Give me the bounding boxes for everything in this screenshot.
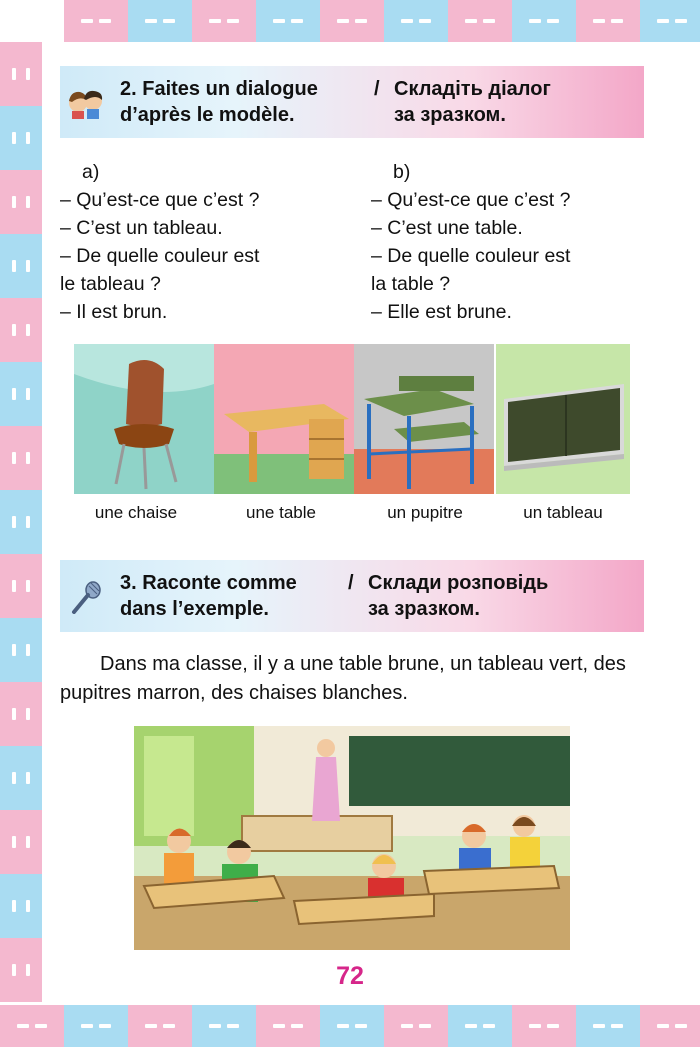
dialog-label: b) [393,161,411,183]
chair-illustration [74,344,214,494]
dialog-line: – C’est un tableau. [60,217,223,239]
blackboard-illustration [496,344,630,494]
dialog-line: le tableau ? [60,273,161,295]
title-uk-line-1: Склади розповідь [368,572,549,594]
title-uk-line-2: за зразком. [394,104,506,126]
top-border-pattern [0,0,700,42]
dialog-line: – Il est brun. [60,301,168,323]
story-paragraph: Dans ma classe, il y a une table brune, un tableau vert, des pupitres marron, des chaises blanches. [60,653,626,704]
desk-illustration [354,344,494,494]
exercise-3-header [60,560,644,632]
title-fr-line-2: d’après le modèle. [120,104,295,126]
two-children-talking-icon [66,86,106,120]
dialog-line: la table ? [371,273,451,295]
exercise-2-title-uk [394,76,634,128]
caption-desk: un pupitre [387,503,463,522]
dialog-a [60,158,332,326]
page-number: 72 [336,962,364,990]
caption-table: une table [246,503,316,522]
dialog-line: – Qu’est-ce que c’est ? [60,189,260,211]
dialog-b [371,158,643,326]
dialog-line: – De quelle couleur est [371,245,571,267]
dialog-line: – C’est une table. [371,217,523,239]
classroom-illustration [134,726,570,950]
exercise-2-title-fr [120,76,375,128]
dialog-line: – De quelle couleur est [60,245,260,267]
caption-chair: une chaise [94,503,178,522]
title-fr-line-2: dans l’exemple. [120,598,269,620]
left-border-pattern [0,42,42,1005]
caption-blackboard: un tableau [523,503,603,522]
dialog-label: a) [82,161,100,183]
title-fr-line-1: 3. Raconte comme [120,572,297,594]
bottom-border-pattern [0,1005,700,1047]
title-uk-line-1: Складіть діалог [394,78,551,100]
exercise-3-title-fr [120,570,375,622]
title-uk-line-2: за зразком. [368,598,480,620]
title-separator: / [374,78,380,100]
exercise-3-title-uk [368,570,638,622]
dialog-line: – Qu’est-ce que c’est ? [371,189,571,211]
title-fr-line-1: 2. Faites un dialogue [120,78,318,100]
title-separator: / [348,572,354,594]
table-illustration [214,344,354,494]
microphone-icon [66,580,106,614]
dialog-line: – Elle est brune. [371,301,512,323]
exercise-2-header [60,66,644,138]
